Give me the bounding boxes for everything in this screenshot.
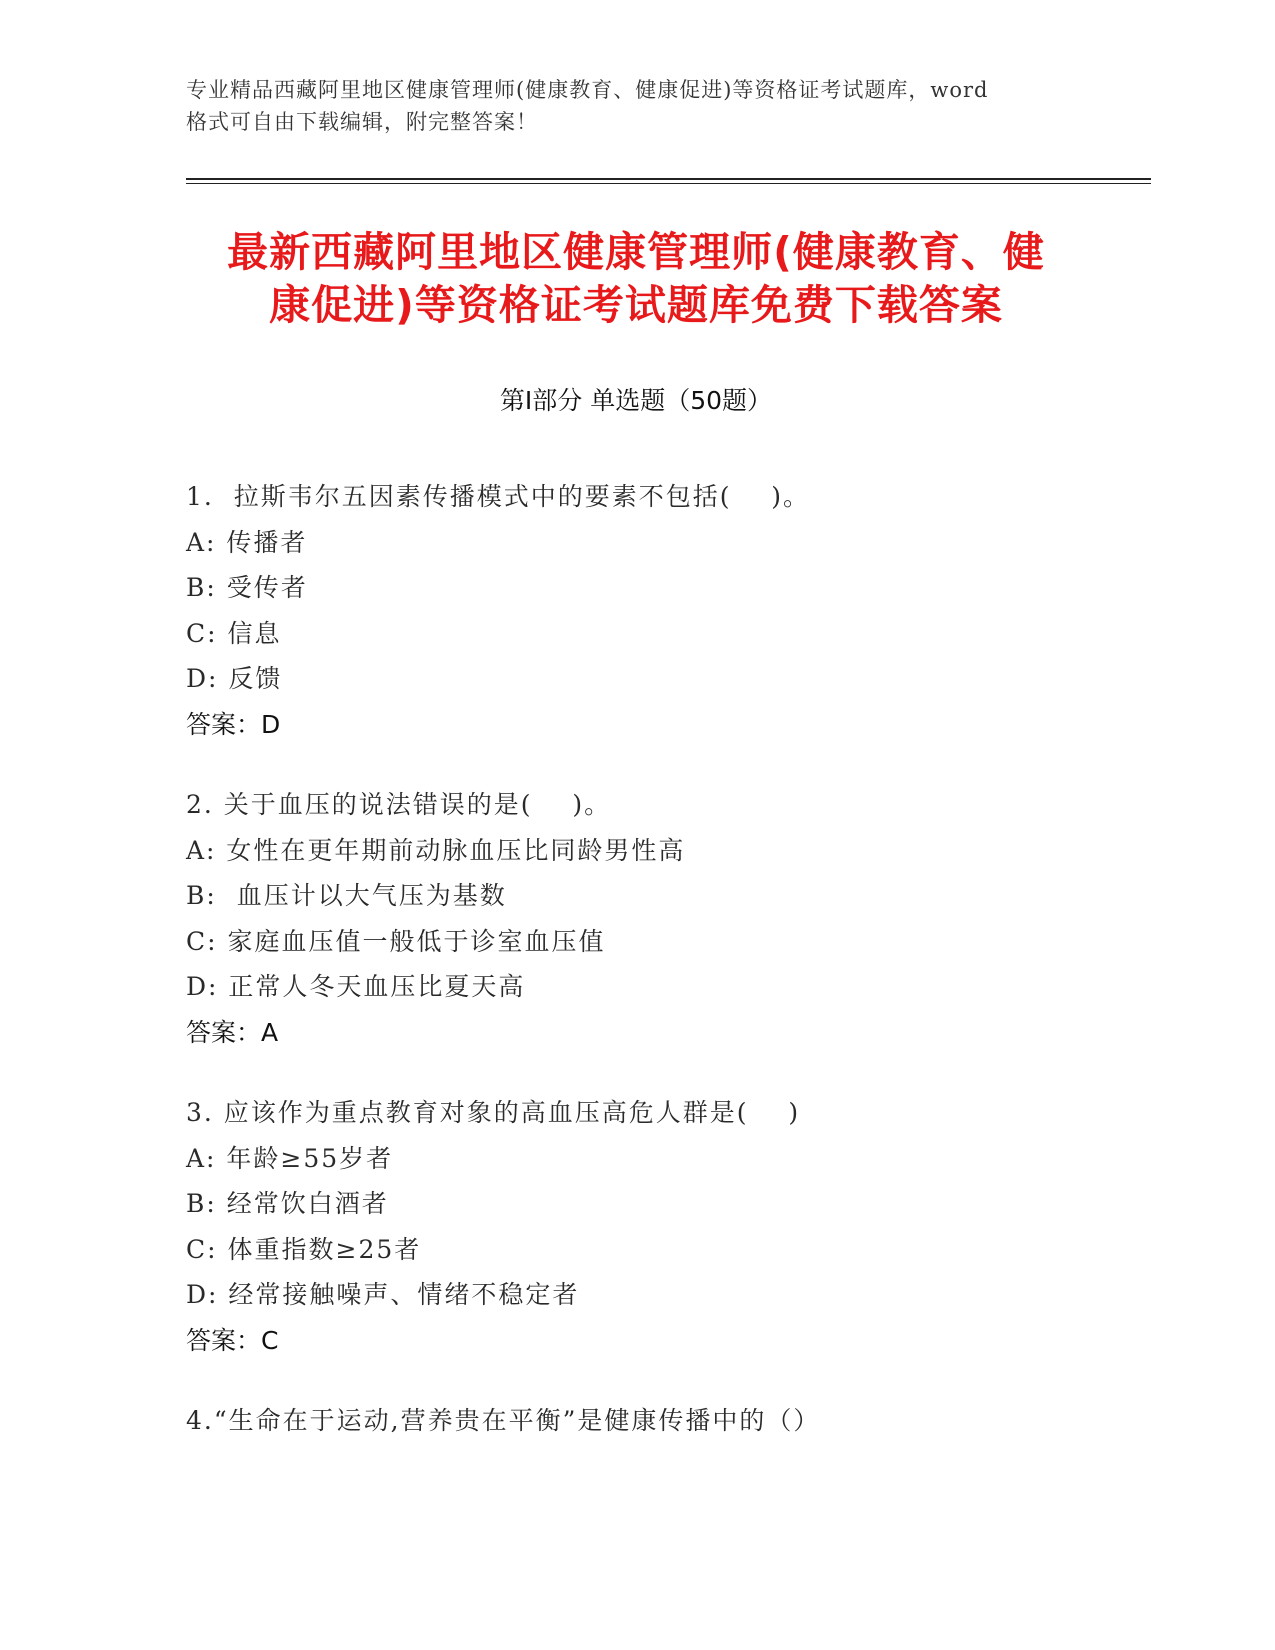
header-note-line-1: 专业精品西藏阿里地区健康管理师(健康教育、健康促进)等资格证考试题库，word	[186, 78, 989, 102]
header-divider-thin	[186, 183, 1151, 184]
option-a: A: 传播者	[186, 527, 308, 557]
question-1	[186, 474, 1106, 747]
header-divider-thick	[186, 178, 1151, 180]
answer: 答案：A	[186, 1017, 279, 1047]
answer: 答案：D	[186, 709, 281, 739]
question-stem: 1. 拉斯韦尔五因素传播模式中的要素不包括( )。	[186, 482, 811, 511]
header-note	[186, 74, 1086, 138]
option-a: A: 女性在更年期前动脉血压比同龄男性高	[186, 835, 686, 865]
option-c: C: 体重指数≥25者	[186, 1234, 422, 1264]
document-title-line-2: 康促进)等资格证考试题库免费下载答案	[269, 281, 1003, 329]
question-list	[186, 474, 1106, 1479]
option-a: A: 年龄≥55岁者	[186, 1143, 394, 1173]
question-4	[186, 1398, 1106, 1444]
question-stem: 3. 应该作为重点教育对象的高血压高危人群是( )	[186, 1098, 801, 1127]
option-c: C: 家庭血压值一般低于诊室血压值	[186, 926, 606, 956]
option-d: D: 正常人冬天血压比夏天高	[186, 972, 526, 1001]
option-c: C: 信息	[186, 618, 282, 648]
question-stem: 2. 关于血压的说法错误的是( )。	[186, 790, 612, 819]
question-2	[186, 782, 1106, 1055]
option-d: D: 经常接触噪声、情绪不稳定者	[186, 1280, 580, 1309]
option-b: B: 受传者	[186, 573, 308, 602]
header-note-line-2: 格式可自由下载编辑，附完整答案！	[186, 110, 538, 134]
question-stem: 4.“生命在于运动,营养贵在平衡”是健康传播中的（）	[186, 1406, 821, 1435]
answer: 答案：C	[186, 1325, 279, 1355]
document-title-line-1: 最新西藏阿里地区健康管理师(健康教育、健	[227, 228, 1045, 276]
option-b: B: 经常饮白酒者	[186, 1189, 389, 1218]
option-b: B: 血压计以大气压为基数	[186, 881, 507, 910]
section-heading: 第Ⅰ部分 单选题（50题）	[499, 386, 773, 415]
option-d: D: 反馈	[186, 664, 283, 693]
document-title	[186, 226, 1086, 332]
question-3	[186, 1090, 1106, 1363]
